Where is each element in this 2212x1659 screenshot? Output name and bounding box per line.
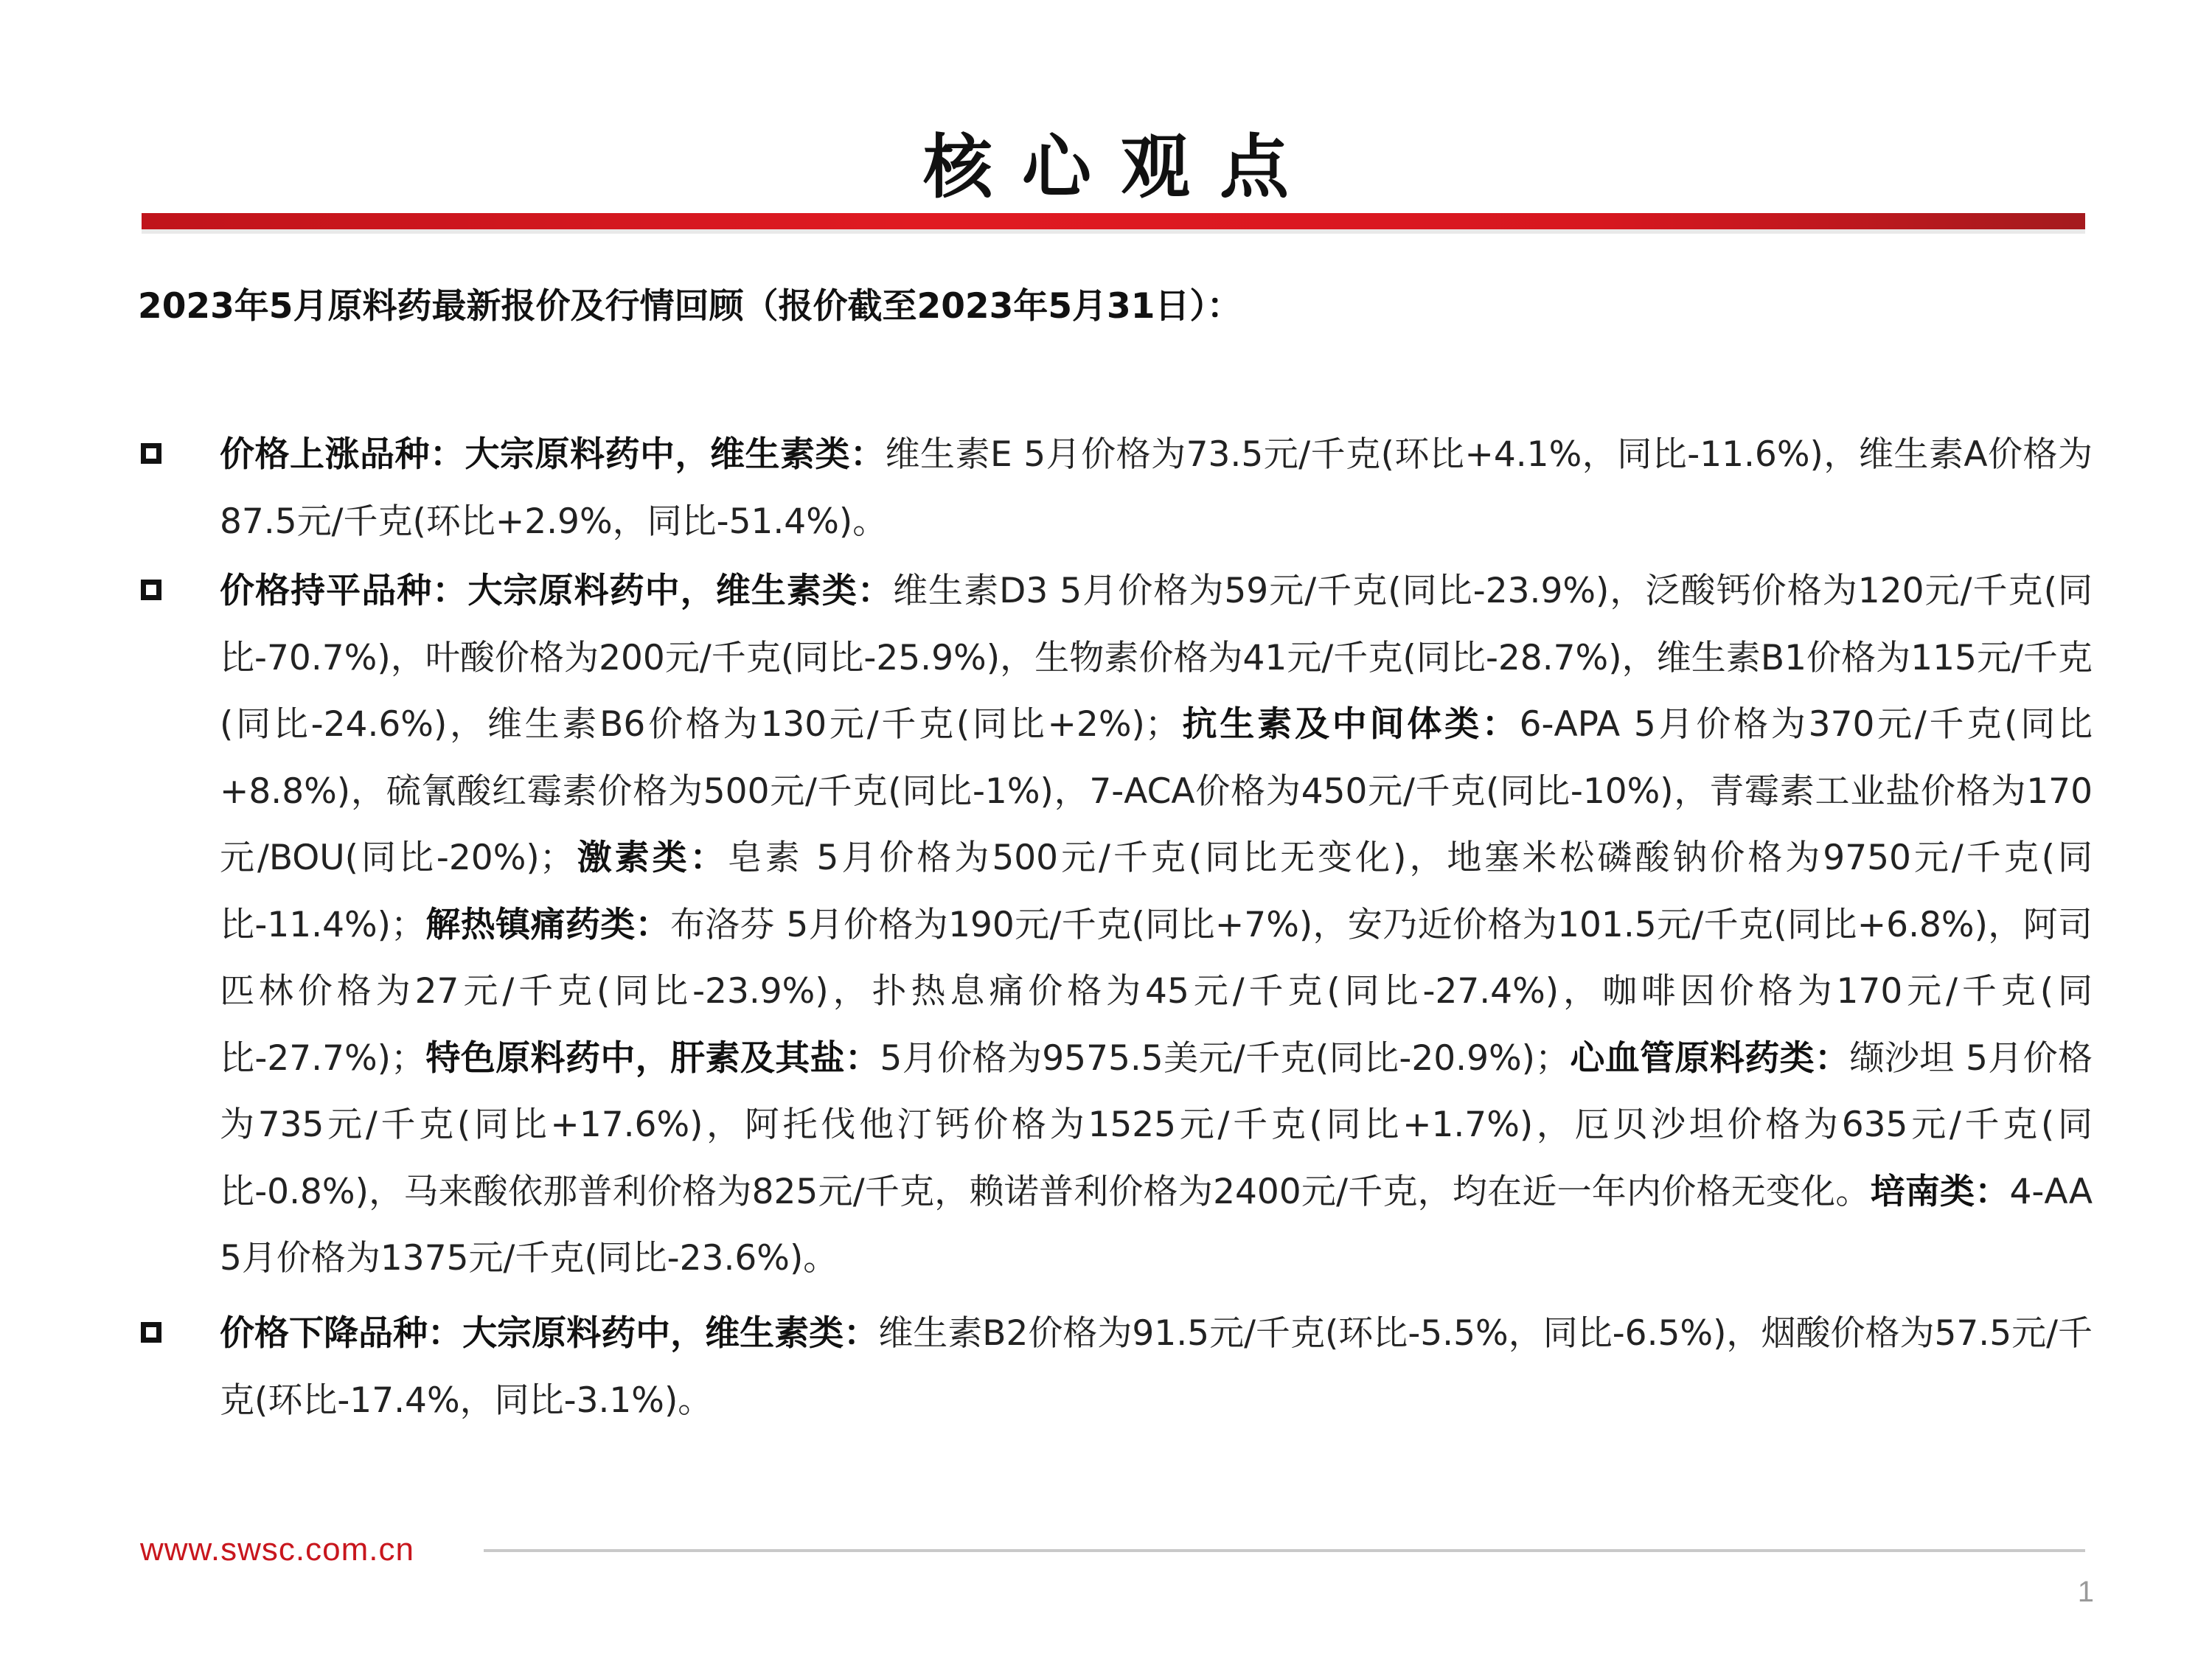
footer-website-link[interactable]: www.swsc.com.cn — [140, 1531, 414, 1568]
report-subtitle: 2023年5月原料药最新报价及行情回顾（报价截至2023年5月31日）： — [138, 286, 1242, 327]
section-price-flat — [220, 558, 2093, 1293]
section-price-down — [220, 1301, 2093, 1434]
price-text: 缬沙坦 5月价格为735元/千克(同比+17.6%)，阿托伐他汀钙价格为1525元/千克(同比+1.7%)，厄贝沙坦价格为635元/千克(同比-0.8%)，马来酸依那普利价格为825元/千克，赖诺普利价格为2400元/千克，均在近一年内价格无变化。 — [220, 1037, 2093, 1212]
price-text: 布洛芬 5月价格为190元/千克(同比+7%)，安乃近价格为101.5元/千克(同比+6.8%)，阿司匹林价格为27元/千克(同比-23.9%)，扑热息痛价格为45元/千克(同比-27.4%)，咖啡因价格为170元/千克(同比-27.7%)； — [220, 904, 2093, 1079]
checkbox-bullet-icon — [141, 1322, 161, 1343]
category-label: 价格持平品种：大宗原料药中，维生素类： — [220, 571, 893, 611]
page-title: 核心观点 — [922, 128, 1318, 208]
checkbox-bullet-icon — [141, 580, 161, 600]
checkbox-bullet-icon — [141, 443, 161, 464]
category-label: 抗生素及中间体类： — [1179, 704, 1520, 745]
price-text: 维生素D3 5月价格为59元/千克(同比-23.9%)，泛酸钙价格为120元/千克(同比-70.7%)，叶酸价格为200元/千克(同比-25.9%)，生物素价格为41元/千克(同比-28.7%)，维生素B1价格为115元/千克(同比-24.6%)，维生素B6价格为130元/千克(同比+2%)； — [220, 571, 2093, 745]
price-text: 维生素B2价格为91.5元/千克(环比-5.5%，同比-6.5%)，烟酸价格为57.5元/千克(环比-17.4%，同比-3.1%)。 — [220, 1313, 2093, 1421]
price-text: 皂素 5月价格为500元/千克(同比无变化)，地塞米松磷酸钠价格为9750元/千克(同比-11.4%)； — [220, 838, 2093, 945]
price-text: 6-APA 5月价格为370元/千克(同比+8.8%)，硫氰酸红霉素价格为500元/千克(同比-1%)，7-ACA价格为450元/千克(同比-10%)，青霉素工业盐价格为170元/BOU(同比-20%)； — [220, 704, 2093, 878]
category-label: 价格下降品种：大宗原料药中，维生素类： — [220, 1313, 879, 1354]
category-label: 激素类： — [574, 838, 728, 878]
price-text: 5月价格为9575.5美元/千克(同比-20.9%)； — [880, 1037, 1570, 1079]
footer-divider — [484, 1549, 2085, 1552]
price-text: 4-AA 5月价格为1375元/千克(同比-23.6%)。 — [220, 1171, 2093, 1279]
price-text: 维生素E 5月价格为73.5元/千克(环比+4.1%，同比-11.6%)，维生素A价格为87.5元/千克(环比+2.9%，同比-51.4%)。 — [220, 434, 2093, 542]
category-label: 特色原料药中，肝素及其盐： — [425, 1037, 880, 1079]
category-label: 价格上涨品种：大宗原料药中，维生素类： — [220, 434, 886, 475]
category-label: 培南类： — [1870, 1171, 2010, 1212]
category-label: 心血管原料药类： — [1569, 1037, 1850, 1079]
title-underline-bar — [142, 213, 2085, 229]
page-number: 1 — [2077, 1576, 2094, 1608]
title-underline-shadow — [142, 229, 2085, 234]
section-price-up — [220, 422, 2093, 555]
category-label: 解热镇痛药类： — [425, 904, 670, 945]
